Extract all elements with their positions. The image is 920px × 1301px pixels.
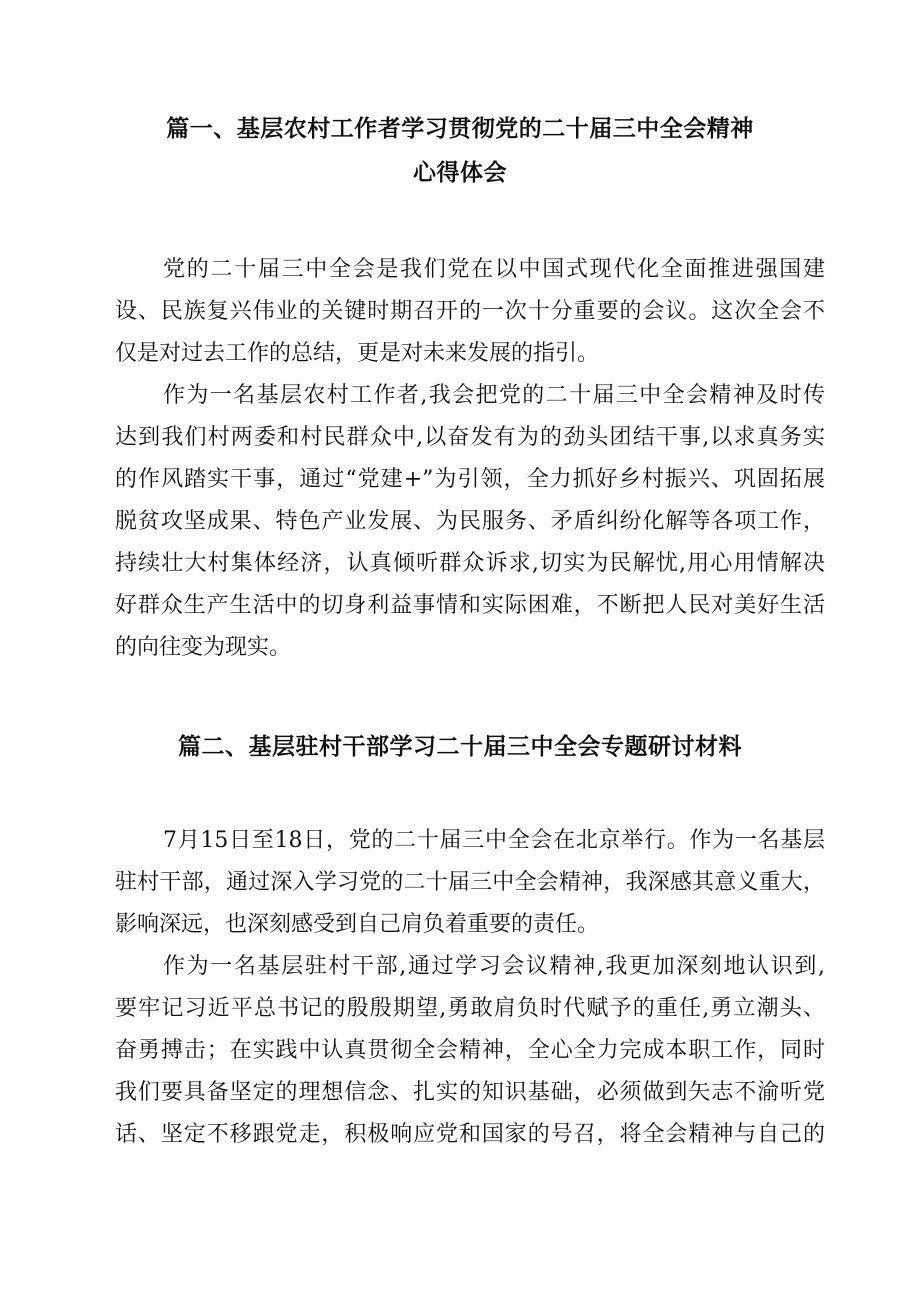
- section1-p2-line5: 持续壮大村集体经济，认真倾听群众诉求,切实为民解忧,用心用情解决: [115, 551, 825, 576]
- section2-p2-line2: 要牢记习近平总书记的殷殷期望,勇敢肩负时代赋予的重任,勇立潮头、: [115, 996, 825, 1021]
- section2-p2-line1: 作为一名基层驻村干部,通过学习会议精神,我更加深刻地认识到,: [163, 954, 825, 979]
- section1-p2-line4: 脱贫攻坚成果、特色产业发展、为民服务、矛盾纠纷化解等各项工作，: [115, 509, 825, 534]
- section1-p2-line7: 的向往变为现实。: [115, 635, 292, 660]
- section1-p1-line1: 党的二十届三中全会是我们党在以中国式现代化全面推进强国建: [163, 257, 825, 282]
- section1-p1-line3: 仅是对过去工作的总结，更是对未来发展的指引。: [115, 341, 600, 366]
- section1-p2-line2: 达到我们村两委和村民群众中,以奋发有为的劲头团结干事,以求真务实: [115, 425, 825, 450]
- section2-p1-line3: 影响深远，也深刻感受到自己肩负着重要的责任。: [115, 912, 600, 937]
- section1-p2-line3: 的作风踏实干事，通过“党建+”为引领，全力抓好乡村振兴、巩固拓展: [115, 467, 825, 492]
- section2-p2-line4: 我们要具备坚定的理想信念、扎实的知识基础，必须做到矢志不渝听党: [115, 1080, 825, 1105]
- section1-p2-line1: 作为一名基层农村工作者,我会把党的二十届三中全会精神及时传: [163, 383, 825, 408]
- section2-p2-line3: 奋勇搏击；在实践中认真贯彻全会精神，全心全力完成本职工作，同时: [115, 1038, 825, 1063]
- section1-p2-line6: 好群众生产生活中的切身利益事情和实际困难，不断把人民对美好生活: [115, 593, 825, 618]
- section1-title-line1: 篇一、基层农村工作者学习贯彻党的二十届三中全会精神: [166, 115, 754, 142]
- section2-p1-line1: 7月15日至18日，党的二十届三中全会在北京举行。作为一名基层: [163, 828, 825, 853]
- section1-title-line2: 心得体会: [413, 159, 507, 186]
- section2-title: 篇二、基层驻村干部学习二十届三中全会专题研讨材料: [178, 733, 742, 760]
- section2-p1-line2: 驻村干部，通过深入学习党的二十届三中全会精神，我深感其意义重大，: [115, 870, 825, 895]
- section2-p2-line5: 话、坚定不移跟党走，积极响应党和国家的号召，将全会精神与自己的: [115, 1122, 825, 1147]
- section1-p1-line2: 设、民族复兴伟业的关键时期召开的一次十分重要的会议。这次全会不: [115, 299, 825, 324]
